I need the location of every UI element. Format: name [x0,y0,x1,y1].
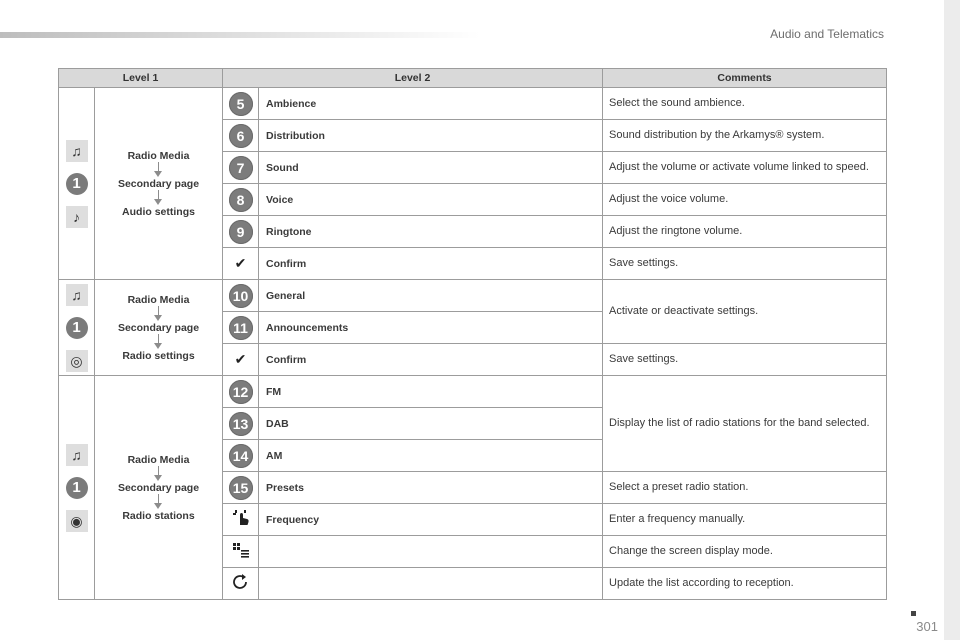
level1-path-radio-stations [95,376,223,600]
path-step: Radio Media [127,453,190,466]
number-badge: 6 [229,124,253,148]
audio-settings-icon: ♪ [66,206,88,228]
arrow-down-icon [153,494,165,510]
path-step: Radio Media [127,149,190,162]
level2-label: FM [259,376,603,408]
level2-label: Distribution [259,120,603,152]
comment-text: Adjust the volume or activate volume linked to speed. [603,152,887,184]
level2-label: Presets [259,472,603,504]
level2-label: Confirm [259,344,603,376]
arrow-down-icon [153,306,165,322]
music-note-icon: ♫ [66,284,88,306]
comment-text: Save settings. [603,248,887,280]
level2-label [259,536,603,568]
comment-text: Select a preset radio station. [603,472,887,504]
page-marker [911,611,916,616]
page-header-title: Audio and Telematics [770,27,884,41]
refresh-icon [231,573,251,594]
number-badge: 5 [229,92,253,116]
page-number: 301 [916,619,938,634]
level1-icons-audio [59,88,95,280]
level2-label: Announcements [259,312,603,344]
comment-text: Display the list of radio stations for the band selected. [603,376,887,472]
header-comments: Comments [603,69,887,88]
number-badge: 12 [229,380,253,404]
level1-number: 1 [66,317,88,339]
display-mode-icon [231,541,251,562]
comment-text: Enter a frequency manually. [603,504,887,536]
level2-label: Voice [259,184,603,216]
comment-text: Activate or deactivate settings. [603,280,887,344]
comment-text: Select the sound ambience. [603,88,887,120]
path-step: Radio Media [127,293,190,306]
number-badge: 14 [229,444,253,468]
header-level2: Level 2 [223,69,603,88]
number-badge: 13 [229,412,253,436]
number-badge: 8 [229,188,253,212]
table-row [59,376,887,408]
level2-label: DAB [259,408,603,440]
arrow-down-icon [153,162,165,178]
arrow-down-icon [153,190,165,206]
table-header-row [59,69,887,88]
number-badge: 9 [229,220,253,244]
side-strip [944,0,960,640]
level2-label: Confirm [259,248,603,280]
path-step: Audio settings [122,205,195,218]
music-note-icon: ♫ [66,140,88,162]
radio-stations-icon: ◉ [66,510,88,532]
path-step: Secondary page [117,321,200,334]
comment-text: Adjust the ringtone volume. [603,216,887,248]
path-step: Secondary page [117,177,200,190]
comment-text: Save settings. [603,344,887,376]
level1-path-audio [95,88,223,280]
settings-table [58,68,887,600]
checkmark-icon: ✔ [234,255,247,271]
path-step: Secondary page [117,481,200,494]
level2-label: Sound [259,152,603,184]
table-row [59,280,887,312]
level2-label: Ambience [259,88,603,120]
level1-icons-radio-stations [59,376,95,600]
radio-settings-icon: ◎ [66,350,88,372]
level2-label: Frequency [259,504,603,536]
header-level1: Level 1 [59,69,223,88]
comment-text: Update the list according to reception. [603,568,887,600]
checkmark-icon: ✔ [234,351,247,367]
path-step: Radio stations [122,509,195,522]
hand-icon [231,509,251,530]
header-decor-bar [0,32,480,38]
level1-icons-radio-settings [59,280,95,376]
level1-path-radio-settings [95,280,223,376]
arrow-down-icon [153,334,165,350]
level2-label: General [259,280,603,312]
arrow-down-icon [153,466,165,482]
number-badge: 7 [229,156,253,180]
number-badge: 15 [229,476,253,500]
path-step: Radio settings [122,349,195,362]
level2-label [259,568,603,600]
number-badge: 11 [229,316,253,340]
table-row [59,88,887,120]
level1-number: 1 [66,477,88,499]
music-note-icon: ♫ [66,444,88,466]
level2-label: AM [259,440,603,472]
number-badge: 10 [229,284,253,308]
comment-text: Adjust the voice volume. [603,184,887,216]
comment-text: Sound distribution by the Arkamys® system. [603,120,887,152]
level1-number: 1 [66,173,88,195]
comment-text: Change the screen display mode. [603,536,887,568]
level2-label: Ringtone [259,216,603,248]
